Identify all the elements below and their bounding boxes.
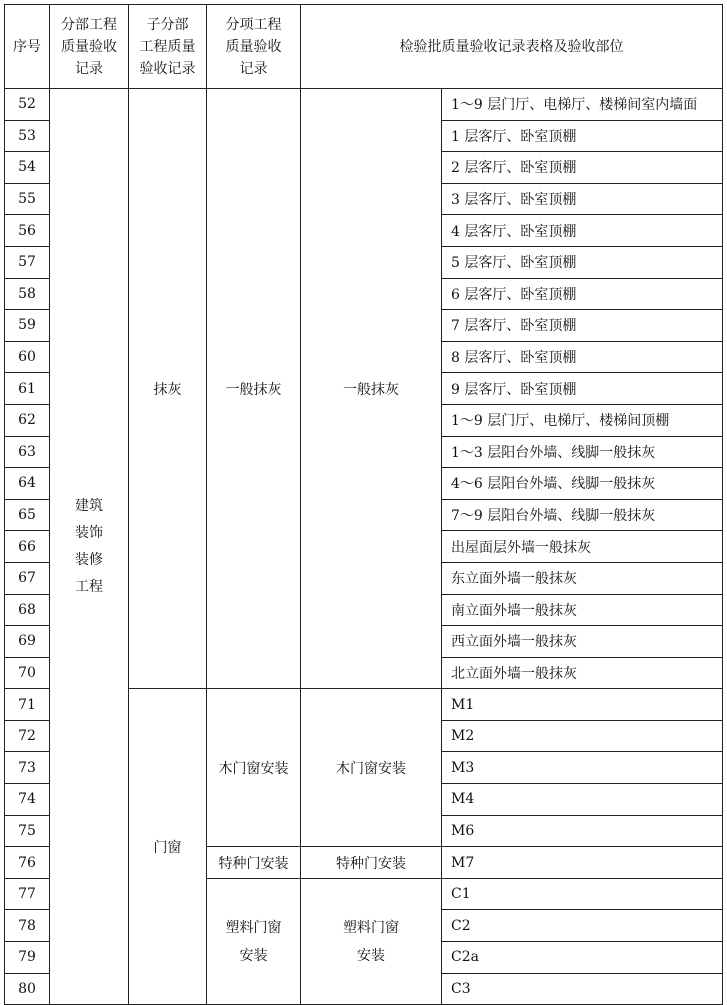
header-seq: 序号 — [5, 5, 50, 89]
row-number: 58 — [5, 278, 50, 310]
subdivision-doors: 门窗 — [129, 689, 207, 1005]
row-number: 60 — [5, 341, 50, 373]
inspection-location: 1～3 层阳台外墙、线脚一般抹灰 — [442, 436, 723, 468]
division-name-line-1: 建筑 — [75, 497, 103, 514]
row-number: 80 — [5, 973, 50, 1005]
header-item-line-3: 记录 — [239, 60, 268, 77]
inspection-location: 7～9 层阳台外墙、线脚一般抹灰 — [442, 499, 723, 531]
header-item-line-2: 质量验收 — [225, 38, 282, 55]
subdivision-plaster: 抹灰 — [129, 89, 207, 689]
inspection-location: 出屋面层外墙一般抹灰 — [442, 531, 723, 563]
row-number: 74 — [5, 784, 50, 816]
inspection-location: M2 — [442, 720, 723, 752]
header-division-line-3: 记录 — [75, 60, 103, 77]
inspection-location: 9 层客厅、卧室顶棚 — [442, 373, 723, 405]
header-item-line-1: 分项工程 — [225, 16, 282, 33]
item-plastic-doors — [207, 878, 301, 1004]
inspection-location: M6 — [442, 815, 723, 847]
batch-table-wood-doors: 木门窗安装 — [301, 689, 442, 847]
item-special-doors: 特种门安装 — [207, 847, 301, 879]
inspection-location: C2 — [442, 910, 723, 942]
row-number: 68 — [5, 594, 50, 626]
inspection-location: 南立面外墙一般抹灰 — [442, 594, 723, 626]
acceptance-record-table — [4, 4, 723, 1005]
inspection-location: 7 层客厅、卧室顶棚 — [442, 310, 723, 342]
item-wood-doors: 木门窗安装 — [207, 689, 301, 847]
row-number: 55 — [5, 183, 50, 215]
header-division-line-2: 质量验收 — [61, 38, 117, 55]
header-item — [207, 5, 301, 89]
item-plaster: 一般抹灰 — [207, 89, 301, 689]
row-number: 77 — [5, 878, 50, 910]
header-subdivision-line-1: 子分部 — [146, 16, 189, 33]
table-row — [5, 89, 723, 121]
inspection-location: 1～9 层门厅、电梯厅、楼梯间室内墙面 — [442, 89, 723, 121]
row-number: 62 — [5, 404, 50, 436]
row-number: 56 — [5, 215, 50, 247]
inspection-location: 1～9 层门厅、电梯厅、楼梯间顶棚 — [442, 404, 723, 436]
inspection-location: M4 — [442, 784, 723, 816]
inspection-location: 北立面外墙一般抹灰 — [442, 657, 723, 689]
inspection-location: 5 层客厅、卧室顶棚 — [442, 246, 723, 278]
row-number: 61 — [5, 373, 50, 405]
batch-table-plastic-doors-line-2: 安装 — [357, 947, 385, 964]
row-number: 59 — [5, 310, 50, 342]
inspection-location: 1 层客厅、卧室顶棚 — [442, 120, 723, 152]
header-row — [5, 5, 723, 89]
row-number: 69 — [5, 626, 50, 658]
row-number: 76 — [5, 847, 50, 879]
inspection-location: C3 — [442, 973, 723, 1005]
header-division — [50, 5, 129, 89]
row-number: 75 — [5, 815, 50, 847]
inspection-location: 东立面外墙一般抹灰 — [442, 562, 723, 594]
header-batch: 检验批质量验收记录表格及验收部位 — [301, 5, 723, 89]
batch-table-plastic-doors — [301, 878, 442, 1004]
row-number: 65 — [5, 499, 50, 531]
inspection-location: 6 层客厅、卧室顶棚 — [442, 278, 723, 310]
row-number: 64 — [5, 468, 50, 500]
division-name-line-4: 工程 — [75, 578, 103, 595]
item-plastic-doors-line-2: 安装 — [239, 947, 268, 964]
row-number: 73 — [5, 752, 50, 784]
batch-table-plastic-doors-line-1: 塑料门窗 — [343, 919, 399, 936]
inspection-location: C2a — [442, 942, 723, 974]
row-number: 54 — [5, 152, 50, 184]
inspection-location: 西立面外墙一般抹灰 — [442, 626, 723, 658]
header-subdivision-line-3: 验收记录 — [139, 60, 196, 77]
batch-table-special-doors: 特种门安装 — [301, 847, 442, 879]
row-number: 71 — [5, 689, 50, 721]
inspection-location: 3 层客厅、卧室顶棚 — [442, 183, 723, 215]
row-number: 63 — [5, 436, 50, 468]
division-name-line-3: 装修 — [75, 551, 103, 568]
row-number: 52 — [5, 89, 50, 121]
row-number: 53 — [5, 120, 50, 152]
row-number: 66 — [5, 531, 50, 563]
inspection-location: 2 层客厅、卧室顶棚 — [442, 152, 723, 184]
inspection-location: M7 — [442, 847, 723, 879]
header-subdivision-line-2: 工程质量 — [139, 38, 196, 55]
inspection-location: M3 — [442, 752, 723, 784]
header-subdivision — [129, 5, 207, 89]
inspection-location: 4 层客厅、卧室顶棚 — [442, 215, 723, 247]
division-name-cell — [50, 89, 129, 1005]
inspection-location: M1 — [442, 689, 723, 721]
item-plastic-doors-line-1: 塑料门窗 — [225, 919, 282, 936]
inspection-location: 8 层客厅、卧室顶棚 — [442, 341, 723, 373]
row-number: 67 — [5, 562, 50, 594]
division-name-line-2: 装饰 — [75, 524, 103, 541]
row-number: 79 — [5, 942, 50, 974]
batch-table-plaster: 一般抹灰 — [301, 89, 442, 689]
row-number: 72 — [5, 720, 50, 752]
inspection-location: C1 — [442, 878, 723, 910]
row-number: 57 — [5, 246, 50, 278]
inspection-location: 4～6 层阳台外墙、线脚一般抹灰 — [442, 468, 723, 500]
header-division-line-1: 分部工程 — [61, 16, 117, 33]
row-number: 78 — [5, 910, 50, 942]
row-number: 70 — [5, 657, 50, 689]
